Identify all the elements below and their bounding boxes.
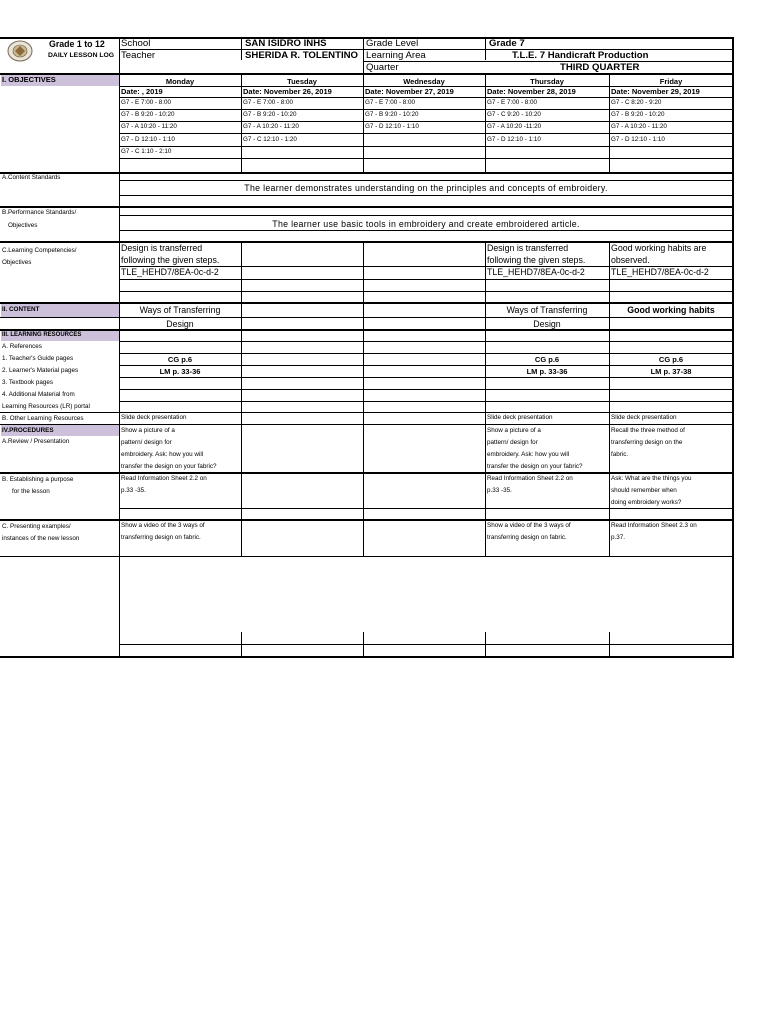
lm-monday: LM p. 33-36 <box>159 367 201 376</box>
competency-friday-2: observed. <box>611 255 650 265</box>
content-heading: II. CONTENT <box>2 306 40 313</box>
competency-monday-code: TLE_HEHD7/8EA-0c-d-2 <box>121 267 219 277</box>
row-line-s3 <box>119 133 733 134</box>
day-friday: Friday <box>659 77 683 86</box>
pr-line-5 <box>119 644 733 645</box>
slide-friday: Slide deck presentation <box>611 414 677 421</box>
review-monday-4: transfer the design on your fabric? <box>121 463 217 470</box>
tg-pages-label: 1. Teacher's Guide pages <box>2 355 74 362</box>
purpose-monday-2: p.33 -35. <box>121 487 146 494</box>
performance-standards-label-1: B.Performance Standards/ <box>2 209 77 216</box>
cs-line-2 <box>119 195 733 196</box>
purpose-thursday-2: p.33 -35. <box>487 487 512 494</box>
lr-line-6 <box>119 401 733 402</box>
row-line-obj-end <box>0 172 734 174</box>
quarter-label: Quarter <box>366 62 399 73</box>
schedule-monday-4: G7 - D 12:10 - 1:10 <box>121 136 175 143</box>
schedule-tuesday-2: G7 - B 9:20 - 10:20 <box>243 111 297 118</box>
lr-line-5 <box>119 389 733 390</box>
lc-line-2 <box>119 279 733 280</box>
grade-level-label: Grade Level <box>366 38 419 49</box>
cs-line-1 <box>119 180 733 181</box>
deped-seal-icon <box>6 40 34 62</box>
quarter-value: THIRD QUARTER <box>560 62 640 73</box>
review-thursday-3: embroidery. Ask: how you will <box>487 451 570 458</box>
lm-thursday: LM p. 33-36 <box>526 367 568 376</box>
schedule-thursday-2: G7 - C 9:20 - 10:20 <box>487 111 541 118</box>
purpose-friday-1: Ask: What are the things you <box>611 475 692 482</box>
review-friday-3: fabric. <box>611 451 629 458</box>
schedule-thursday-3: G7 - A 10:20 -11:20 <box>487 123 542 130</box>
pr-line-3 <box>0 519 734 521</box>
performance-standards-text: The learner use basic tools in embroidery and create embroidered article. <box>272 219 580 229</box>
examples-label-2: instances of the new lesson <box>2 535 80 542</box>
content-monday-2: Design <box>166 319 194 329</box>
content-standards-label: A.Content Standards <box>2 174 61 181</box>
right-border <box>732 37 734 657</box>
schedule-wednesday-1: G7 - E 7:00 - 8:00 <box>365 99 416 106</box>
competency-thursday-2: following the given steps. <box>487 255 586 265</box>
content-standards-text: The learner demonstrates understanding on the principles and concepts of embroidery. <box>244 183 608 193</box>
date-monday: Date: , 2019 <box>121 87 163 96</box>
content-monday-1: Ways of Transferring <box>139 305 221 315</box>
schedule-tuesday-1: G7 - E 7:00 - 8:00 <box>243 99 294 106</box>
row-line-s5 <box>119 158 733 159</box>
row-line-s1 <box>119 109 733 110</box>
examples-monday-2: transferring design on fabric. <box>121 534 201 541</box>
content-thursday-1: Ways of Transferring <box>506 305 588 315</box>
lc-line-3 <box>119 291 733 292</box>
col-line-1 <box>119 38 120 657</box>
examples-thursday-1: Show a video of the 3 ways of <box>487 522 571 529</box>
textbook-pages-label: 3. Textbook pages <box>2 379 53 386</box>
objectives-heading: I. OBJECTIVES <box>2 75 56 84</box>
col-line-2b <box>241 74 242 174</box>
review-monday-3: embroidery. Ask: how you will <box>121 451 204 458</box>
examples-label-1: C. Presenting examples/ <box>2 523 71 530</box>
grade-range: Grade 1 to 12 <box>49 39 105 49</box>
date-tuesday: Date: November 26, 2019 <box>243 87 332 96</box>
pr-line-4 <box>0 556 734 557</box>
schedule-wednesday-2: G7 - B 9:20 - 10:20 <box>365 111 419 118</box>
schedule-friday-3: G7 - A 10:20 - 11:20 <box>611 123 667 130</box>
date-thursday: Date: November 28, 2019 <box>487 87 576 96</box>
competencies-label-2: Objectives <box>2 259 32 266</box>
competency-friday-code: TLE_HEHD7/8EA-0c-d-2 <box>611 267 709 277</box>
examples-thursday-2: transferring design on fabric. <box>487 534 567 541</box>
cs-end <box>0 206 734 208</box>
school-value: SAN ISIDRO INHS <box>245 38 327 49</box>
cg-thursday: CG p.6 <box>534 355 560 364</box>
schedule-monday-3: G7 - A 10:20 - 11:20 <box>121 123 177 130</box>
competency-monday-1: Design is transferred <box>121 243 203 253</box>
learning-area-label: Learning Area <box>366 50 426 61</box>
review-monday-2: pattern/ design for <box>121 439 172 446</box>
cg-monday: CG p.6 <box>167 355 193 364</box>
lr-line-7 <box>0 412 734 413</box>
review-label: A.Review / Presentation <box>2 438 70 445</box>
hdr-line-3 <box>0 73 734 75</box>
row-line-s2 <box>119 121 733 122</box>
col-line-4b <box>485 74 486 174</box>
review-monday-1: Show a picture of a <box>121 427 175 434</box>
learning-resources-heading: III. LEARNING RESOURCES <box>2 332 82 338</box>
lr-line-4 <box>119 377 733 378</box>
cg-friday: CG p.6 <box>658 355 684 364</box>
day-thursday: Thursday <box>530 77 564 86</box>
lr-line-1 <box>119 341 733 342</box>
purpose-friday-2: should remember when <box>611 487 677 494</box>
row-line-s4 <box>119 146 733 147</box>
schedule-friday-1: G7 - C 8:20 - 9:20 <box>611 99 662 106</box>
schedule-thursday-1: G7 - E 7:00 - 8:00 <box>487 99 538 106</box>
row-line-dates <box>119 97 733 98</box>
purpose-label-2: for the lesson <box>12 488 50 495</box>
schedule-wednesday-3: G7 - D 12:10 - 1:10 <box>365 123 419 130</box>
lc-end <box>0 302 734 304</box>
purpose-friday-3: doing embroidery works? <box>611 499 682 506</box>
purpose-monday-1: Read Information Sheet 2.2 on <box>121 475 207 482</box>
learning-area-value: T.L.E. 7 Handicraft Production <box>512 50 649 61</box>
review-thursday-4: transfer the design on your fabric? <box>487 463 583 470</box>
schedule-monday-2: G7 - B 9:20 - 10:20 <box>121 111 175 118</box>
additional-label-2: Learning Resources (LR) portal <box>2 403 90 410</box>
lr-line-3 <box>119 365 733 366</box>
lr-line-8 <box>0 424 734 425</box>
content-friday: Good working habits <box>627 305 715 315</box>
examples-friday-1: Read Information Sheet 2.3 on <box>611 522 697 529</box>
competency-friday-1: Good working habits are <box>611 243 707 253</box>
schedule-tuesday-3: G7 - A 10:20 - 11:20 <box>243 123 299 130</box>
day-wednesday: Wednesday <box>403 77 445 86</box>
purpose-thursday-1: Read Information Sheet 2.2 on <box>487 475 573 482</box>
procedures-heading: IV.PROCEDURES <box>2 427 54 434</box>
pr-line-1 <box>0 472 734 474</box>
ct-end <box>0 329 734 331</box>
lm-friday: LM p. 37-38 <box>650 367 692 376</box>
pr-line-2 <box>119 508 733 509</box>
slide-thursday: Slide deck presentation <box>487 414 553 421</box>
examples-friday-2: p.37. <box>611 534 626 541</box>
school-label: School <box>121 38 151 49</box>
teacher-value: SHERIDA R. TOLENTINO <box>245 50 358 61</box>
review-friday-2: transferring design on the <box>611 439 683 446</box>
hdr-line-2 <box>363 61 733 62</box>
day-monday: Monday <box>165 77 195 86</box>
schedule-monday-5: G7 - C 1:10 - 2:10 <box>121 148 172 155</box>
competency-thursday-1: Design is transferred <box>487 243 569 253</box>
references-label: A. References <box>2 343 42 350</box>
date-wednesday: Date: November 27, 2019 <box>365 87 454 96</box>
schedule-friday-4: G7 - D 12:10 - 1:10 <box>611 136 665 143</box>
log-title: DAILY LESSON LOG <box>48 52 115 59</box>
content-thursday-2: Design <box>533 319 561 329</box>
competencies-label-1: C.Learning Competencies/ <box>2 247 77 254</box>
ct-line-1 <box>0 317 734 318</box>
col-line-3 <box>363 38 364 174</box>
examples-monday-1: Show a video of the 3 ways of <box>121 522 205 529</box>
competency-monday-2: following the given steps. <box>121 255 220 265</box>
table-bottom-border <box>0 656 734 658</box>
col-line-5 <box>609 74 610 174</box>
performance-standards-label-2: Objectives <box>8 222 38 229</box>
other-resources-label: B. Other Learning Resources <box>2 415 84 422</box>
ps-line-2 <box>119 230 733 231</box>
additional-label-1: 4. Additional Material from <box>2 391 75 398</box>
purpose-label-1: B. Establishing a purpose <box>2 476 74 483</box>
schedule-friday-2: G7 - B 9:20 - 10:20 <box>611 111 665 118</box>
competency-thursday-code: TLE_HEHD7/8EA-0c-d-2 <box>487 267 585 277</box>
grade-level-value: Grade 7 <box>489 38 525 49</box>
date-friday: Date: November 29, 2019 <box>611 87 700 96</box>
ps-line-1 <box>119 215 733 216</box>
day-tuesday: Tuesday <box>287 77 317 86</box>
schedule-tuesday-4: G7 - C 12:10 - 1:20 <box>243 136 297 143</box>
schedule-thursday-4: G7 - D 12:10 - 1:10 <box>487 136 541 143</box>
review-thursday-1: Show a picture of a <box>487 427 541 434</box>
review-friday-1: Recall the three method of <box>611 427 685 434</box>
teacher-label: Teacher <box>121 50 156 61</box>
slide-monday: Slide deck presentation <box>121 414 187 421</box>
lm-pages-label: 2. Learner's Material pages <box>2 367 79 374</box>
schedule-monday-1: G7 - E 7:00 - 8:00 <box>121 99 172 106</box>
review-thursday-2: pattern/ design for <box>487 439 538 446</box>
lr-line-2 <box>119 353 733 354</box>
